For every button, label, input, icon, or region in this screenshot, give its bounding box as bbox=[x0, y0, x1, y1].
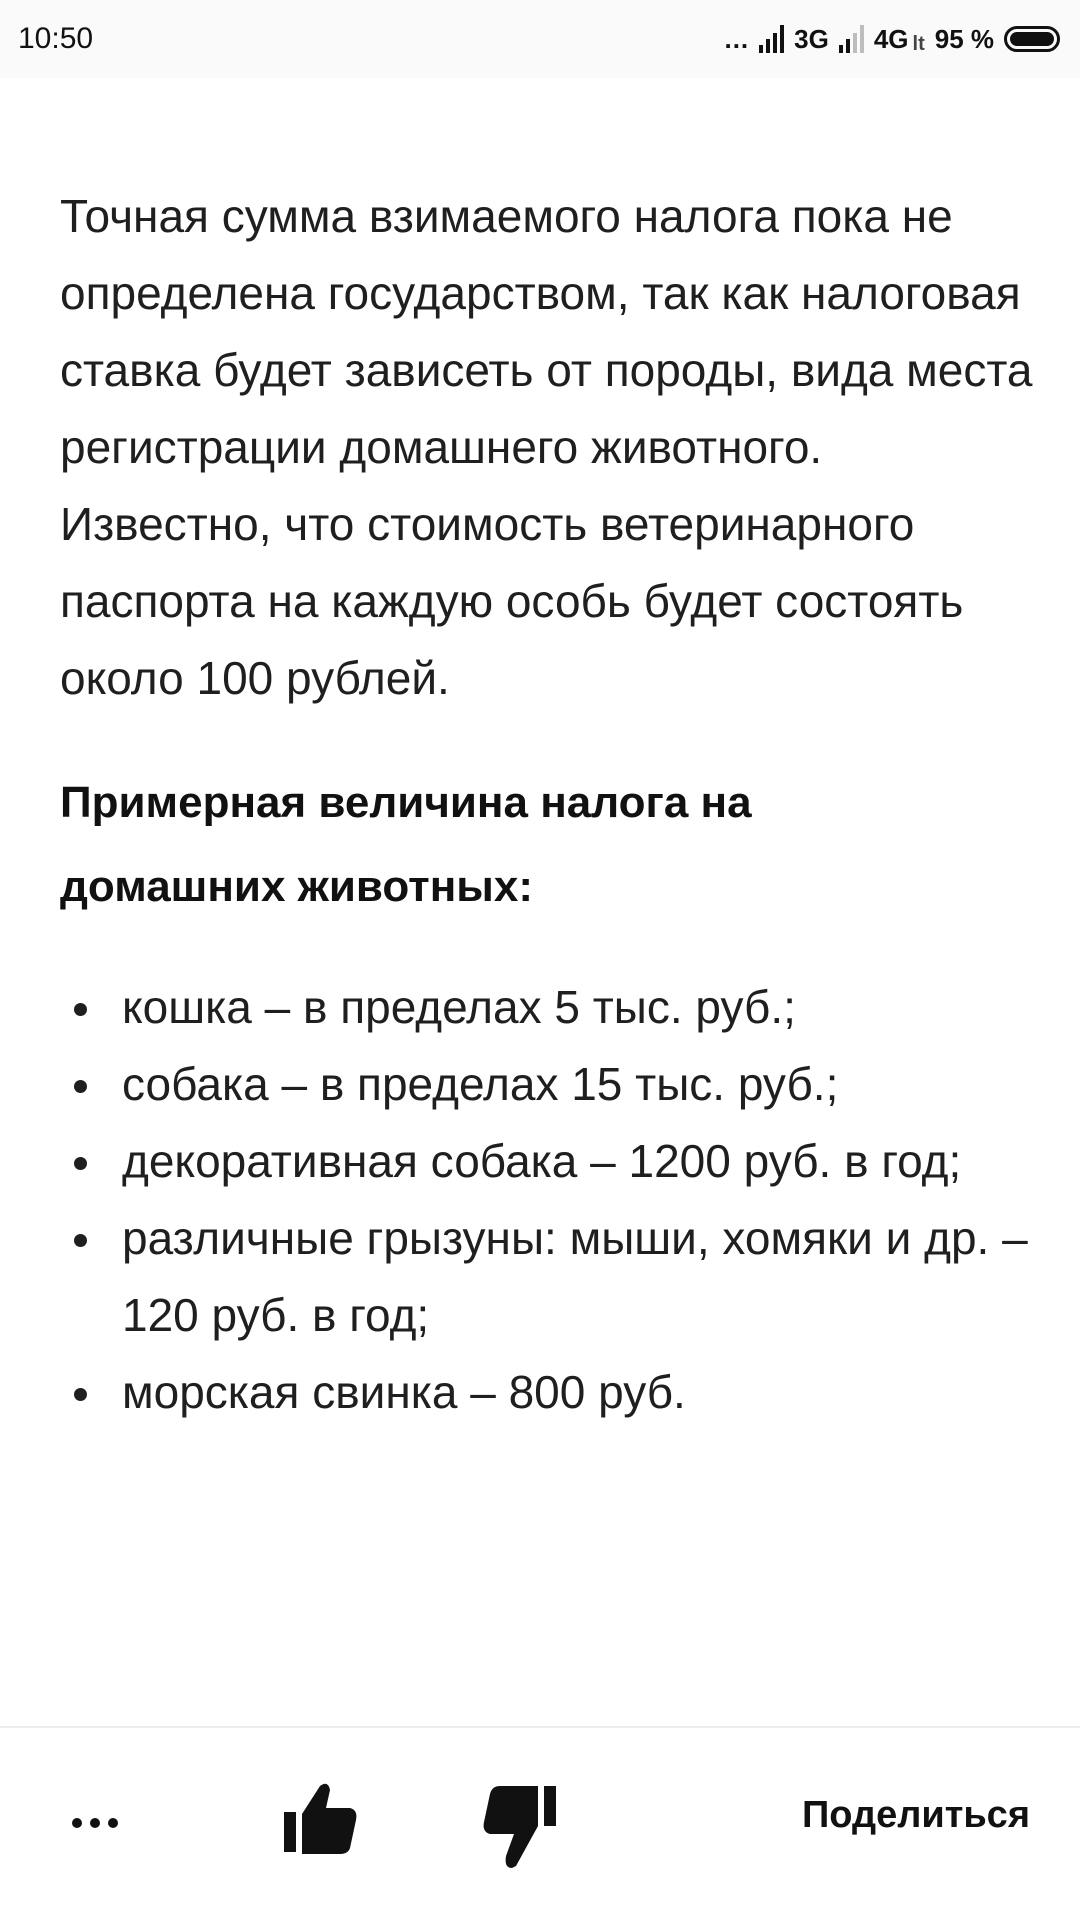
network-subtype: lt bbox=[912, 32, 925, 55]
article-paragraph: Точная сумма взимаемого налога пока не определена государством, так как налоговая ставка будет зависеть от породы, вида места регистрации домашнего животного. Известно, что стоимость ветеринарного паспорта на каждую особь будет состоять около 100 рублей. bbox=[60, 190, 1033, 704]
signal-strength-icon bbox=[839, 25, 864, 53]
list-item-text: декоративная собака – 1200 руб. в год; bbox=[122, 1135, 962, 1187]
list-item-text: морская свинка – 800 руб. bbox=[122, 1366, 686, 1418]
section-heading: Примерная величина налога на домашних животных: bbox=[60, 778, 752, 911]
list-item-text: собака – в пределах 15 тыс. руб.; bbox=[122, 1058, 839, 1110]
bullet-icon bbox=[74, 1157, 87, 1170]
bullet-icon bbox=[74, 1003, 87, 1016]
status-indicators bbox=[724, 20, 1060, 58]
notification-dots: ... bbox=[724, 23, 750, 54]
battery-icon bbox=[1004, 26, 1060, 52]
tax-list bbox=[60, 969, 1040, 1431]
list-item bbox=[60, 1354, 1040, 1431]
more-dots-icon bbox=[108, 1818, 118, 1828]
more-options-button[interactable] bbox=[60, 1788, 130, 1858]
network-type-4g: 4G bbox=[873, 23, 909, 54]
signal-strength-icon bbox=[759, 25, 784, 53]
list-item-text: различные грызуны: мыши, хомяки и др. – 120 руб. в год; bbox=[122, 1212, 1028, 1341]
bullet-icon bbox=[74, 1388, 87, 1401]
battery-percent: 95 % bbox=[934, 23, 994, 54]
thumbs-up-icon bbox=[280, 1776, 360, 1856]
status-time: 10:50 bbox=[18, 22, 94, 55]
bullet-icon bbox=[74, 1234, 87, 1247]
dislike-button[interactable] bbox=[480, 1782, 560, 1872]
more-dots-icon bbox=[72, 1818, 82, 1828]
list-item-text: кошка – в пределах 5 тыс. руб.; bbox=[122, 981, 796, 1033]
list-item bbox=[60, 1200, 1040, 1354]
list-item bbox=[60, 969, 1040, 1046]
like-button[interactable] bbox=[280, 1776, 360, 1856]
thumbs-down-icon bbox=[480, 1782, 560, 1872]
list-item bbox=[60, 1123, 1040, 1200]
bullet-icon bbox=[74, 1080, 87, 1093]
article-body bbox=[60, 178, 1040, 1431]
status-bar bbox=[0, 0, 1080, 78]
network-type-3g: 3G bbox=[794, 23, 829, 54]
bottom-action-bar bbox=[0, 1726, 1080, 1920]
more-dots-icon bbox=[90, 1818, 100, 1828]
list-item bbox=[60, 1046, 1040, 1123]
share-button[interactable]: Поделиться bbox=[801, 1794, 1030, 1836]
